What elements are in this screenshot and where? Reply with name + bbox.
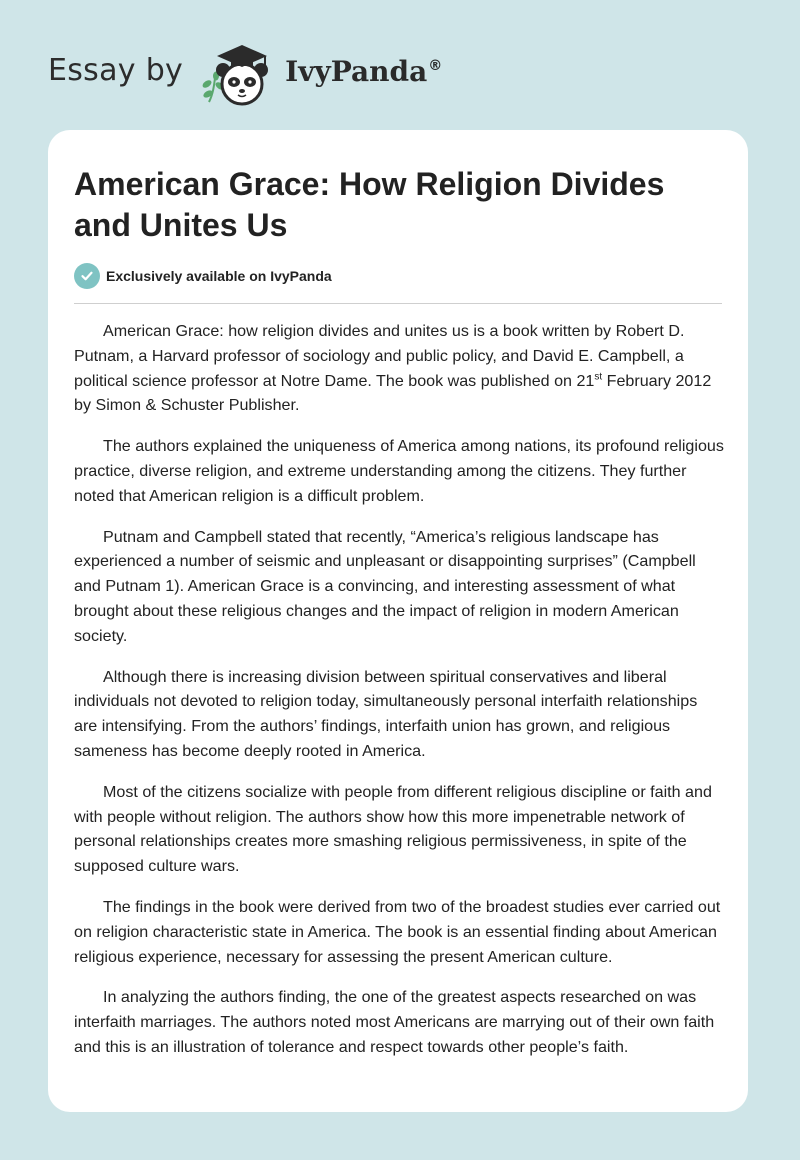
paragraph: Although there is increasing division between spiritual conservatives and liberal individuals not devoted to religion today, simultaneously personal interfaith relationships are intensifying. From the authors’ findings, interfaith union has grown, and religious sameness has become deeply rooted in America. xyxy=(74,667,698,760)
essay-body xyxy=(74,319,724,1076)
ordinal-suffix: st xyxy=(594,371,603,383)
essay-by-label: Essay by xyxy=(48,52,184,88)
paragraph: American Grace: how religion divides and unites us is a book written by Robert D. Putnam, a Harvard professor of sociology and public policy, and David E. Campbell, a political science professor at Notre Dame. The book was published on 21st February 2012 by Simon & Schuster Publisher. xyxy=(74,322,712,415)
essay-card xyxy=(48,130,748,1112)
registered-mark: ® xyxy=(428,58,443,75)
check-icon xyxy=(74,263,100,289)
exclusive-badge xyxy=(74,263,332,289)
paragraph: Most of the citizens socialize with people from different religious discipline or faith and with people without religion. The authors show how this more impenetrable network of personal relationships creates more smashing religious permissiveness, in spite of the supposed culture wars. xyxy=(74,782,712,876)
paragraph: Putnam and Campbell stated that recently, “America’s religious landscape has experienced a number of seismic and unpleasant or disappointing surprises” (Campbell and Putnam 1). American Grace is a convincing, and interesting assessment of what brought about these religious changes and the impact of religion in modern American society. xyxy=(74,527,696,645)
paragraph: The authors explained the uniqueness of America among nations, its profound religious practice, diverse religion, and extreme understanding among the citizens. They further noted that American religion is a difficult problem. xyxy=(74,437,724,505)
panda-graduate-logo-icon[interactable] xyxy=(195,36,283,108)
site-header xyxy=(48,36,442,108)
divider xyxy=(74,303,722,304)
brand-name[interactable]: IvyPanda® xyxy=(285,54,443,88)
exclusive-badge-label: Exclusively available on IvyPanda xyxy=(106,268,332,284)
essay-title: American Grace: How Religion Divides and Unites Us xyxy=(74,166,665,243)
paragraph: The findings in the book were derived from two of the broadest studies ever carried out on religion characteristic state in America. The book is an essential finding about American religious experience, necessary for assessing the present American culture. xyxy=(74,897,721,966)
paragraph: In analyzing the authors finding, the one of the greatest aspects researched on was interfaith marriages. The authors noted most Americans are marrying out of their own faith and this is an illustration of tolerance and respect towards other people’s faith. xyxy=(74,988,715,1056)
